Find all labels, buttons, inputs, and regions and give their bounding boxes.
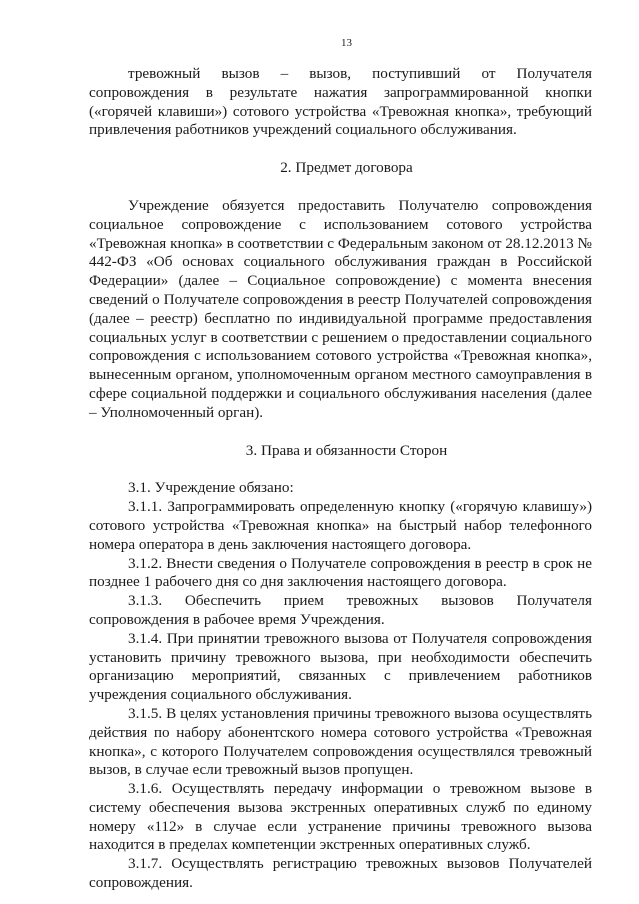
clause-3-1-2: 3.1.2. Внести сведения о Получателе сопровождения в реестр в срок не позднее 1 рабочего дня со дня заключения настоящего договора. [89, 554, 592, 591]
clause-3-1-3: 3.1.3. Обеспечить прием тревожных вызовов Получателя сопровождения в рабочее время Учреждения. [89, 592, 592, 628]
clause-3-1-4: 3.1.4. При принятии тревожного вызова от Получателя сопровождения установить причину тревожного вызова, при необходимости обеспечить организацию мероприятий, связанных с привлечением работников учреждения социального обслуживания. [89, 629, 592, 704]
page-number: 13 [341, 37, 352, 49]
clause-3-1-6: 3.1.6. Осуществлять передачу информации о тревожном вызове в систему обеспечения вызова экстренных оперативных служб по единому номеру «112» в случае если устранение причины тревожного вызова находится в пределах компетенции экстренных оперативных служб. [89, 780, 592, 854]
clause-3-1-5: 3.1.5. В целях установления причины тревожного вызова осуществлять действия по набору абонентского номера сотового устройства «Тревожная кнопка», с которого Получателем сопровождения осуществлялся тревожный вызов, в случае если тревожный вызов пропущен. [89, 704, 592, 779]
clause-3-1-1: 3.1.1. Запрограммировать определенную кнопку («горячую клавишу») сотового устройства «Тревожная кнопка» на быстрый набор телефонного номера оператора в день заключения настоящего договора. [89, 498, 592, 553]
clause-3-1-7: 3.1.7. Осуществлять регистрацию тревожных вызовов Получателей сопровождения. [89, 855, 592, 892]
intro-paragraph: тревожный вызов – вызов, поступивший от Получателя сопровождения в результате нажатия запрограммированной кнопки («горячей клавиши») сотового устройства «Тревожная кнопка», требующий привлечения работников учреждений социального обслуживания. [89, 65, 592, 139]
section-3-heading: 3. Права и обязанности Сторон [245, 441, 448, 459]
section-2-heading: 2. Предмет договора [280, 159, 413, 177]
section-2-paragraph: Учреждение обязуется предоставить Получателю сопровождения социальное сопровождение с использованием сотового устройства «Тревожная кнопка» в соответствии с Федеральным законом от 28.12.2013 № 442-ФЗ «Об основах социального обслуживания граждан в Российской Федерации» (далее – Социальное сопровождение) с момента внесения сведений о Получателе сопровождения в реестр Получателей сопровождения (далее – реестр) бесплатно по индивидуальной программе предоставления социальных услуг в соответствии с решением о предоставлении социального сопровождения с использованием сотового устройства «Тревожная кнопка», вынесенным органом, уполномоченным органом местного самоуправления в сфере социальной поддержки и социального обслуживания населения (далее – Уполномоченный орган). [89, 196, 592, 421]
clause-3-1: 3.1. Учреждение обязано: [128, 479, 294, 497]
